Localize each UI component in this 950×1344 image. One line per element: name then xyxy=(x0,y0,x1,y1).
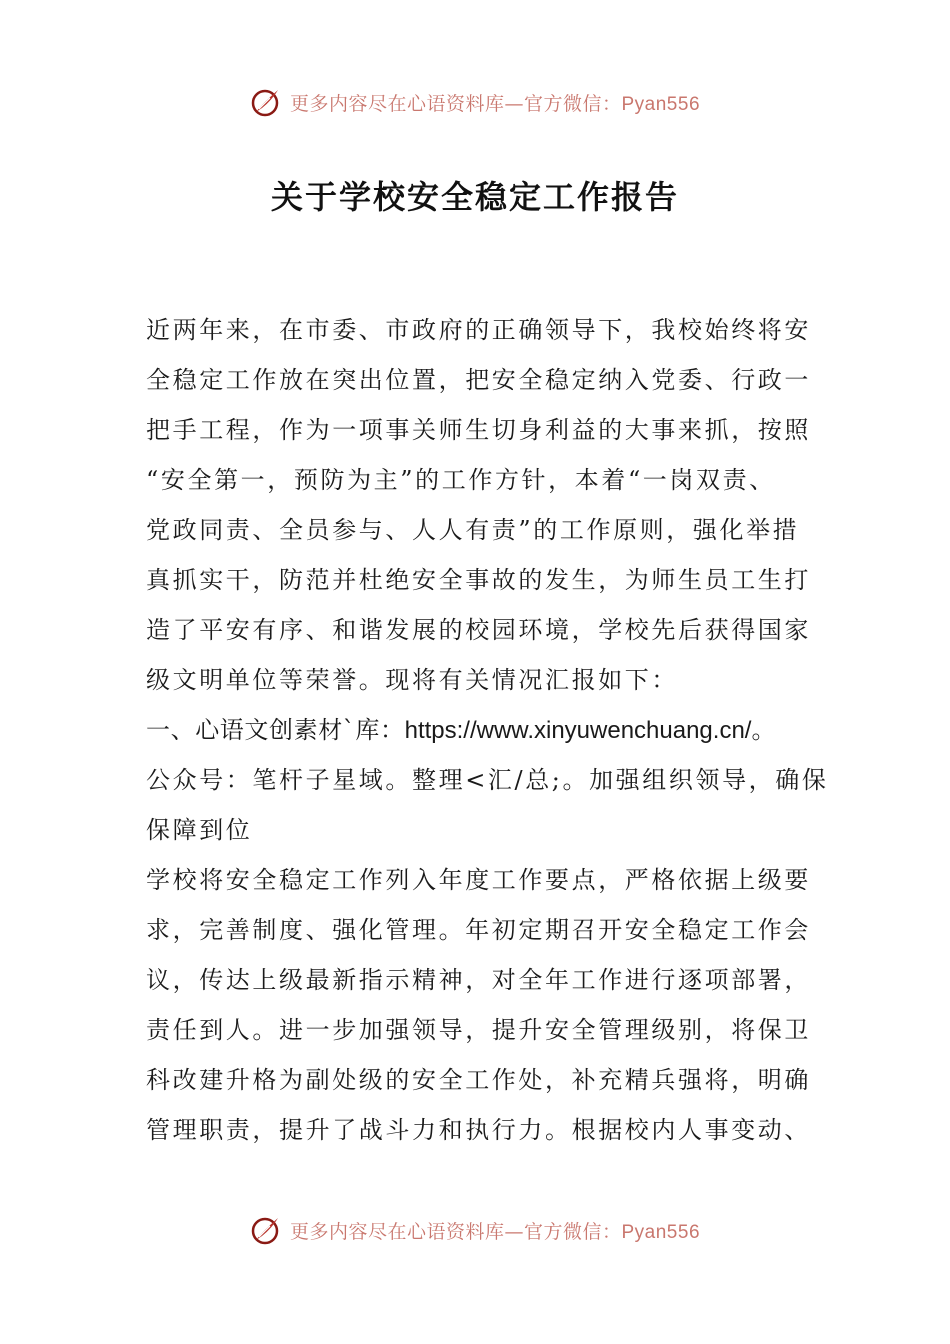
body-line: 科改建升格为副处级的安全工作处，补充精兵强将，明确 xyxy=(146,1066,811,1094)
quill-logo-icon xyxy=(250,1214,282,1246)
section-suffix: 。 xyxy=(751,716,777,744)
quill-logo-icon xyxy=(250,86,282,118)
body-line: 近两年来，在市委、市政府的正确领导下，我校始终将安 xyxy=(146,316,811,344)
body-line: 级文明单位等荣誉。现将有关情况汇报如下： xyxy=(146,666,678,694)
body-line: 管理职责，提升了战斗力和执行力。根据校内人事变动、 xyxy=(146,1116,811,1144)
body-line: 造了平安有序、和谐发展的校园环境，学校先后获得国家 xyxy=(146,616,811,644)
body-line: 学校将安全稳定工作列入年度工作要点，严格依据上级要 xyxy=(146,866,811,894)
watermark-handle: Pyan556 xyxy=(621,93,701,115)
website-link[interactable]: https://www.xinyuwenchuang.cn/ xyxy=(404,717,752,744)
body-line: 全稳定工作放在突出位置，把安全稳定纳入党委、行政一 xyxy=(146,366,811,394)
body-line: 保障到位 xyxy=(146,816,253,844)
body-line: 公众号：笔杆子星域。整理<汇/总;。加强组织领导，确保 xyxy=(146,766,829,794)
document-title: 关于学校安全稳定工作报告 xyxy=(270,178,679,216)
section-prefix: 一、心语文创素材`库： xyxy=(146,716,405,744)
body-line: 把手工程，作为一项事关师生切身利益的大事来抓，按照 xyxy=(146,416,811,444)
body-line: 责任到人。进一步加强领导，提升安全管理级别，将保卫 xyxy=(146,1016,811,1044)
watermark-text: 更多内容尽在心语资料库—官方微信：Pyan556 xyxy=(289,1220,701,1243)
body-line: 真抓实干，防范并杜绝安全事故的发生，为师生员工生打 xyxy=(146,566,811,594)
section-heading-line xyxy=(146,705,806,755)
body-line: 求，完善制度、强化管理。年初定期召开安全稳定工作会 xyxy=(146,916,811,944)
body-line: “安全第一，预防为主”的工作方针，本着“一岗双责、 xyxy=(146,466,776,494)
document-body xyxy=(146,305,829,1155)
watermark-text: 更多内容尽在心语资料库—官方微信：Pyan556 xyxy=(289,92,701,115)
body-line: 党政同责、全员参与、人人有责”的工作原则，强化举措 xyxy=(146,516,800,544)
footer-watermark xyxy=(0,1208,950,1252)
watermark-handle: Pyan556 xyxy=(621,1221,701,1243)
header-watermark xyxy=(0,80,950,124)
body-line: 议，传达上级最新指示精神，对全年工作进行逐项部署， xyxy=(146,966,811,994)
